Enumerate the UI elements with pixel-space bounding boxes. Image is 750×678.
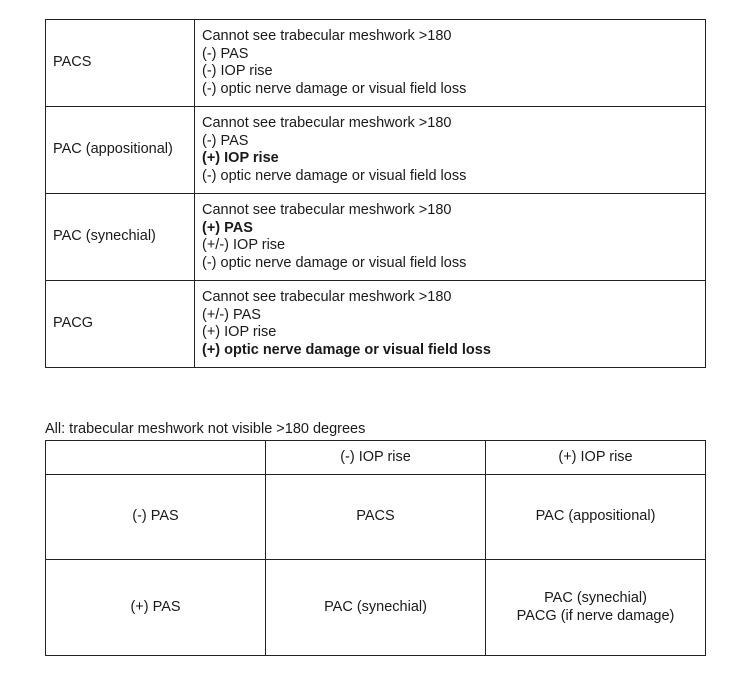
matrix-caption: All: trabecular meshwork not visible >180 degrees	[45, 421, 366, 437]
criteria-line: (-) optic nerve damage or visual field loss	[202, 167, 467, 184]
definition-row	[46, 281, 706, 368]
criteria-line: (-) optic nerve damage or visual field loss	[202, 80, 467, 97]
definition-criteria	[195, 107, 706, 194]
matrix-cell-text: PAC (appositional)	[535, 508, 656, 525]
definition-criteria	[195, 20, 706, 107]
criteria-line: (-) IOP rise	[202, 63, 273, 79]
criteria-line: (-) PAS	[202, 45, 249, 62]
criteria-line: (-) optic nerve damage or visual field loss	[202, 254, 467, 271]
classification-matrix	[45, 440, 706, 656]
matrix-cell-text: PACG (if nerve damage)	[516, 607, 675, 624]
definition-row	[46, 194, 706, 281]
definition-label: PAC (synechial)	[46, 194, 195, 281]
matrix-cell-text: PAC (synechial)	[544, 590, 647, 606]
criteria-line-highlighted: (+) PAS	[202, 219, 253, 236]
matrix-cell	[266, 560, 486, 656]
matrix-cell-text: PAC (synechial)	[324, 598, 427, 615]
criteria-line-highlighted: (+) IOP rise	[202, 150, 279, 166]
matrix-row	[46, 560, 706, 656]
criteria-line: Cannot see trabecular meshwork >180	[202, 28, 452, 44]
row-header-pas-positive: (+) PAS	[46, 560, 266, 656]
matrix-cell	[486, 560, 706, 656]
criteria-line: Cannot see trabecular meshwork >180	[202, 202, 452, 218]
criteria-line: Cannot see trabecular meshwork >180	[202, 289, 452, 305]
matrix-row	[46, 475, 706, 560]
matrix-cell	[486, 475, 706, 560]
column-header-iop-positive: (+) IOP rise	[486, 441, 706, 475]
matrix-corner-cell	[46, 441, 266, 475]
definition-criteria	[195, 281, 706, 368]
matrix-cell	[266, 475, 486, 560]
row-header-pas-negative: (-) PAS	[46, 475, 266, 560]
matrix-header-row	[46, 441, 706, 475]
criteria-line: (+/-) PAS	[202, 306, 261, 323]
definition-label: PACS	[46, 20, 195, 107]
definition-criteria	[195, 194, 706, 281]
criteria-line: (+/-) IOP rise	[202, 237, 286, 253]
criteria-line: (+) IOP rise	[202, 324, 277, 340]
definition-label: PACG	[46, 281, 195, 368]
definitions-table	[45, 19, 706, 368]
column-header-iop-negative: (-) IOP rise	[266, 441, 486, 475]
matrix-cell-text: PACS	[356, 508, 395, 525]
criteria-line-highlighted: (+) optic nerve damage or visual field loss	[202, 341, 491, 358]
definition-row	[46, 20, 706, 107]
criteria-line: Cannot see trabecular meshwork >180	[202, 115, 452, 131]
definition-row	[46, 107, 706, 194]
definition-label: PAC (appositional)	[46, 107, 195, 194]
criteria-line: (-) PAS	[202, 132, 249, 149]
